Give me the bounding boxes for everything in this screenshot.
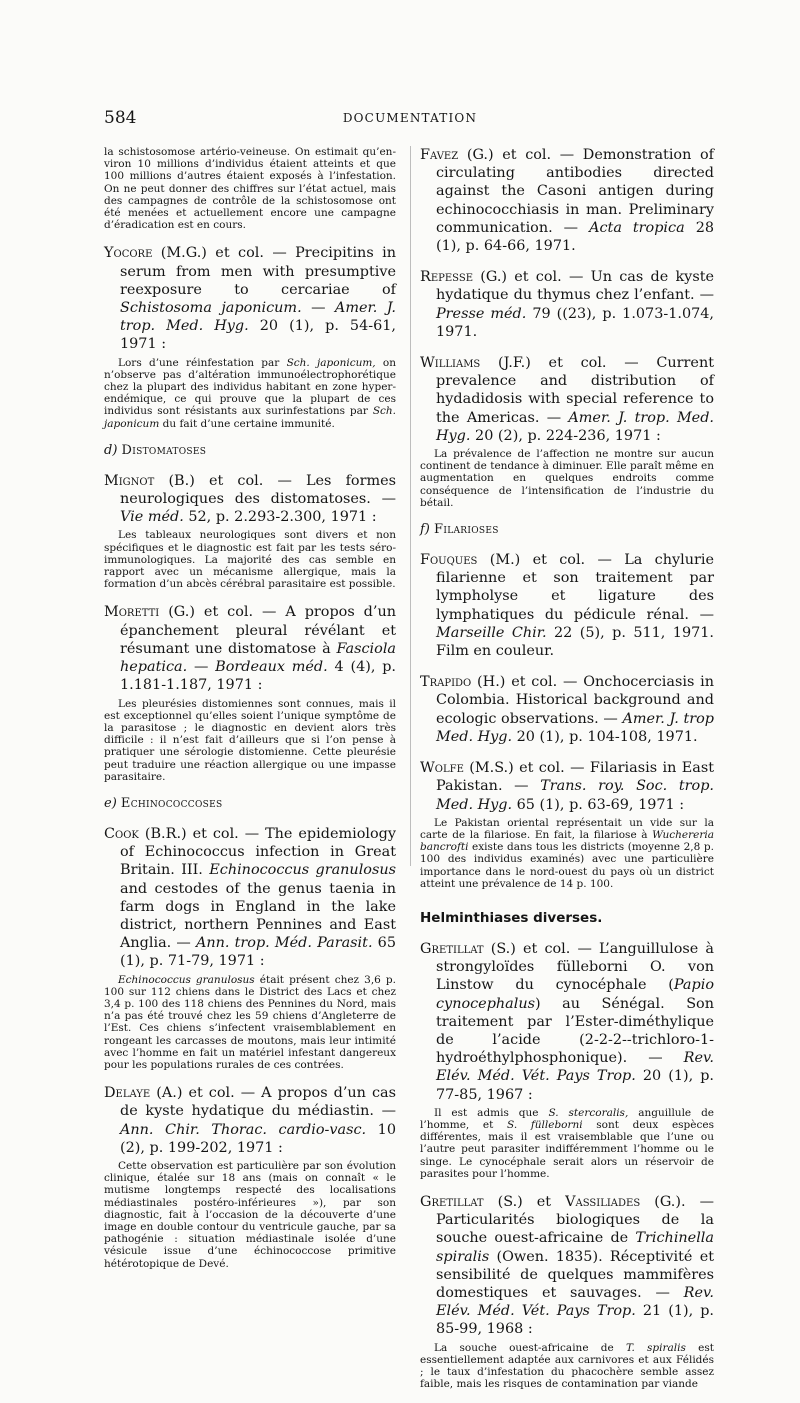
journal-name: Ann. Chir. Thorac. cardio-vasc. [120,1121,367,1138]
article-title: Schistosoma japonicum. [120,300,302,317]
author-name: Vassiliades [565,1193,641,1210]
journal-name: Bordeaux méd. [215,659,328,676]
author-name: Delaye [104,1085,151,1102]
citation: Gretillat (S.) et col. — L’anguillulose à strongyloïdes fülleborni O. von Linstow du cynocéphale (Papio cynocephalus) au Sénégal. Son traitement par l’Ester-diméthylique de l’acide (2-2-2--trichloro-1-hydroéthylphosphonique). — Rev. Elév. Méd. Vét. Pays Trop. 20 (1), p. 77-85, 1967 : [420,940,715,1103]
column-divider [410,146,411,866]
author-name: Trapido [420,674,472,691]
article-title: Fasciola hepatica. [120,640,396,676]
abstract: Les pleurésies distomiennes sont connues, mais il est exceptionnel qu’elles soient l’unique symptôme de la parasitose ; le diagnostic en devient alors très difficile : il n’est fait d’ailleurs que si l’on pense à pratiquer une sérologie distomienne. Cette pleurésie peut traduire une réaction allergique ou une impasse parasitaire. [104,697,396,783]
left-column [104,146,396,1283]
citation: Gretillat (S.) et Vassiliades (G.). — Particularités biologiques de la souche ouest-africaine de Trichinella spiralis (Owen. 1835). Réceptivité et sensibilité de quelques mammifères domestiques et sauvages. — Rev. Elév. Méd. Vét. Pays Trop. 21 (1), p. 85-99, 1968 : [420,1193,715,1338]
abstract: Les tableaux neurologiques sont divers et non spécifiques et le diagnostic est fait par les tests séro-immunologiques. La majorité des cas semble en rapport avec un mécanisme allergique, mais la formation d’un abcès cérébral parasitaire est possible. [104,529,396,591]
citation: Yocore (M.G.) et col. — Precipitins in serum from men with presumptive reexposure to cercariae of Schistosoma japonicum. — Amer. J. trop. Med. Hyg. 20 (1), p. 54-61, 1971 : [104,245,396,353]
ref-entry-delaye [104,1084,396,1270]
page-number: 584 [104,108,137,128]
abstract: La souche ouest-africaine de T. spiralis est essentiellement adaptée aux carnivores et aux Félidés ; le taux d’infestation du phacochère semble assez faible, mais les risques de contamination par viande [420,1341,714,1391]
citation: Wolfe (M.S.) et col. — Filariasis in East Pakistan. — Trans. roy. Soc. trop. Med. Hyg. 65 (1), p. 63-69, 1971 : [420,760,714,813]
author-name: Fouques [420,552,478,569]
journal-name: Rev. Elév. Méd. Vét. Pays Trop. [436,1050,714,1085]
citation: Delaye (A.) et col. — A propos d’un cas de kyste hydatique du médiastin. — Ann. Chir. Thorac. cardio-vasc. 10 (2), p. 199-202, 1971 : [104,1085,396,1156]
running-title: DOCUMENTATION [342,111,478,125]
ref-entry-repesse [420,268,714,341]
right-column [420,146,714,1403]
abstract: Echinococcus granulosus était présent chez 3,6 p. 100 sur 112 chiens dans le District des Lacs et chez 3,4 p. 100 des 118 chiens des Pennines du Nord, mais n’a pas été trouvé chez les 59 chiens d’Angleterre de l’Est. Ces chiens s’infectent vraisemblablement en rongeant les carcasses de moutons, mais leur intimité avec l’homme en fait un matériel infestant dangereux pour les populations rurales de ces contrées. [104,973,396,1071]
author-name: Gretillat [420,1193,484,1210]
abstract: Le Pakistan oriental représentait un vide sur la carte de la filariose. En fait, la filariose à Wuchereria bancrofti existe dans tous les districts (moyenne 2,8 p. 100 des individus examinés) avec une particulière importance dans le nord-ouest du pays où un district atteint une prévalence de 14 p. 100. [420,816,714,890]
citation: Fouques (M.) et col. — La chylurie filarienne et son traitement par lympholyse et ligature des lymphatiques du pédicule rénal. — Marseille Chir. 22 (5), p. 511, 1971. Film en couleur. [420,552,714,660]
article-title: Trichinella spiralis [436,1230,714,1265]
ref-entry-moretti [104,603,396,782]
article-title: Echinococcus granulosus [209,862,396,879]
journal-name: Amer. J. trop. Med. Hyg. [436,409,714,444]
abstract: Lors d’une réinfestation par Sch. japonicum, on n’observe pas d’altération immunoélectrophorétique chez la plupart des individus habitant en zone hyper-endémique, ce qui prouve que la plupart de ces individus sont résistants aux surinfestations par Sch. japonicum du fait d’une certaine immunité. [104,356,396,430]
ref-entry-yocore [104,244,396,429]
abstract: La prévalence de l’affection ne montre sur aucun continent de tendance à diminuer. Elle paraît même en augmentation en quelques endroits comme conséquence de l’intensification de l’industrie du bétail. [420,448,714,509]
page-header [104,108,716,132]
journal-name: Rev. Elév. Méd. Vét. Pays Trop. [436,1284,714,1320]
ref-entry-trapido [420,673,714,746]
author-name: Yocore [104,245,153,262]
citation: Moretti (G.) et col. — A propos d’un épanchement pleural révélant et résumant une distomatose à Fasciola hepatica. — Bordeaux méd. 4 (4), p. 1.181-1.187, 1971 : [104,604,397,694]
author-name: Gretillat [420,940,484,957]
journal-name: Ann. trop. Méd. Parasit. [195,935,373,952]
abstract: Il est admis que S. stercoralis, anguillule de l’homme, et S. fülleborni sont deux espèces différentes, mais il est vraisemblable que l’une ou l’autre peut parasiter indifféremment l’homme ou le singe. Le cynocéphale serait alors un réservoir de parasites pour l’homme. [420,1106,715,1180]
citation: Williams (J.F.) et col. — Current prevalence and distribution of hydadidosis with special reference to the Americas. — Amer. J. trop. Med. Hyg. 20 (2), p. 224-236, 1971 : [420,355,714,444]
citation: Mignot (B.) et col. — Les formes neurologiques des distomatoses. — Vie méd. 52, p. 2.293-2.300, 1971 : [104,472,396,526]
author-name: Moretti [104,604,160,621]
section-heading-echinococcoses: e) Echinococcoses [104,795,223,811]
intro-paragraph [104,146,396,231]
journal-name: Amer. J. trop. Med. Hyg. [120,300,396,335]
ref-entry-williams [420,354,714,509]
journal-name: Trans. roy. Soc. trop. Med. Hyg. [436,778,714,813]
ref-entry-mignot [104,472,396,591]
ref-entry-fouques [420,551,714,660]
abstract: Cette observation est particulière par son évolution clinique, étalée sur 18 ans (mais on connaît « le mutisme longtemps respecté des localisations médiastinales postéro-inférieures »), par son diagnostic, fait à l’occasion de la découverte d’une image en double contour du ventricule gauche, par sa pathogénie : situation médiastinale isolée d’une vésicule issue d’une échinococcose primitive hétérotopique de Devé. [104,1159,396,1270]
section-heading-helminthiases: Helminthiases diverses. [420,909,603,926]
citation: Trapido (H.) et col. — Onchocerciasis in Colombia. Historical background and ecologic observations. — Amer. J. trop Med. Hyg. 20 (1), p. 104-108, 1971. [420,674,714,745]
ref-entry-gretillat-2 [420,1193,714,1390]
author-name: Williams [420,355,481,372]
abstract: la schistosomose artério-veineuse. On estimait qu’en-viron 10 millions d’individus étaient atteints et que 100 millions d’autres étaient exposés à l’infestation. On ne peut donner des chiffres sur l’état actuel, mais des campagnes de contrôle de la schistosomose ont été menées et actuellement encore une campagne d’éradication est en cours. [104,146,396,232]
author-name: Mignot [104,472,155,489]
citation: Repesse (G.) et col. — Un cas de kyste hydatique du thymus chez l’enfant. — Presse méd. 79 ((23), p. 1.073-1.074, 1971. [420,269,714,340]
section-heading-filarioses: f) Filarioses [420,522,499,538]
journal-name: Vie méd. [120,509,184,526]
citation: Favez (G.) et col. — Demonstration of circulating antibodies directed against the Casoni antigen during echinococchiasis in man. Preliminary communication. — Acta tropica 28 (1), p. 64-66, 1971. [420,147,714,255]
author-name: Favez [420,147,459,163]
journal-name: Amer. J. trop Med. Hyg. [436,710,714,745]
ref-entry-wolfe [420,759,714,890]
journal-name: Acta tropica [589,219,685,236]
author-name: Cook [104,825,139,842]
section-heading-distomatoses: d) Distomatoses [104,442,207,458]
ref-entry-gretillat-1 [420,940,714,1180]
article-title: Papio cynocephalus [436,977,714,1012]
journal-name: Marseille Chir. [436,624,547,641]
citation: Cook (B.R.) et col. — The epidemiology of Echinococcus infection in Great Britain. III. Echinococcus granulosus and cestodes of the genus taenia in farm dogs in England in the lake district, northern Pennines and East Anglia. — Ann. trop. Méd. Parasit. 65 (1), p. 71-79, 1971 : [104,825,396,970]
journal-name: Presse méd. [436,305,527,322]
ref-entry-favez [420,146,714,255]
author-name: Repesse [420,269,473,286]
author-name: Wolfe [420,760,464,777]
ref-entry-cook [104,825,396,1071]
